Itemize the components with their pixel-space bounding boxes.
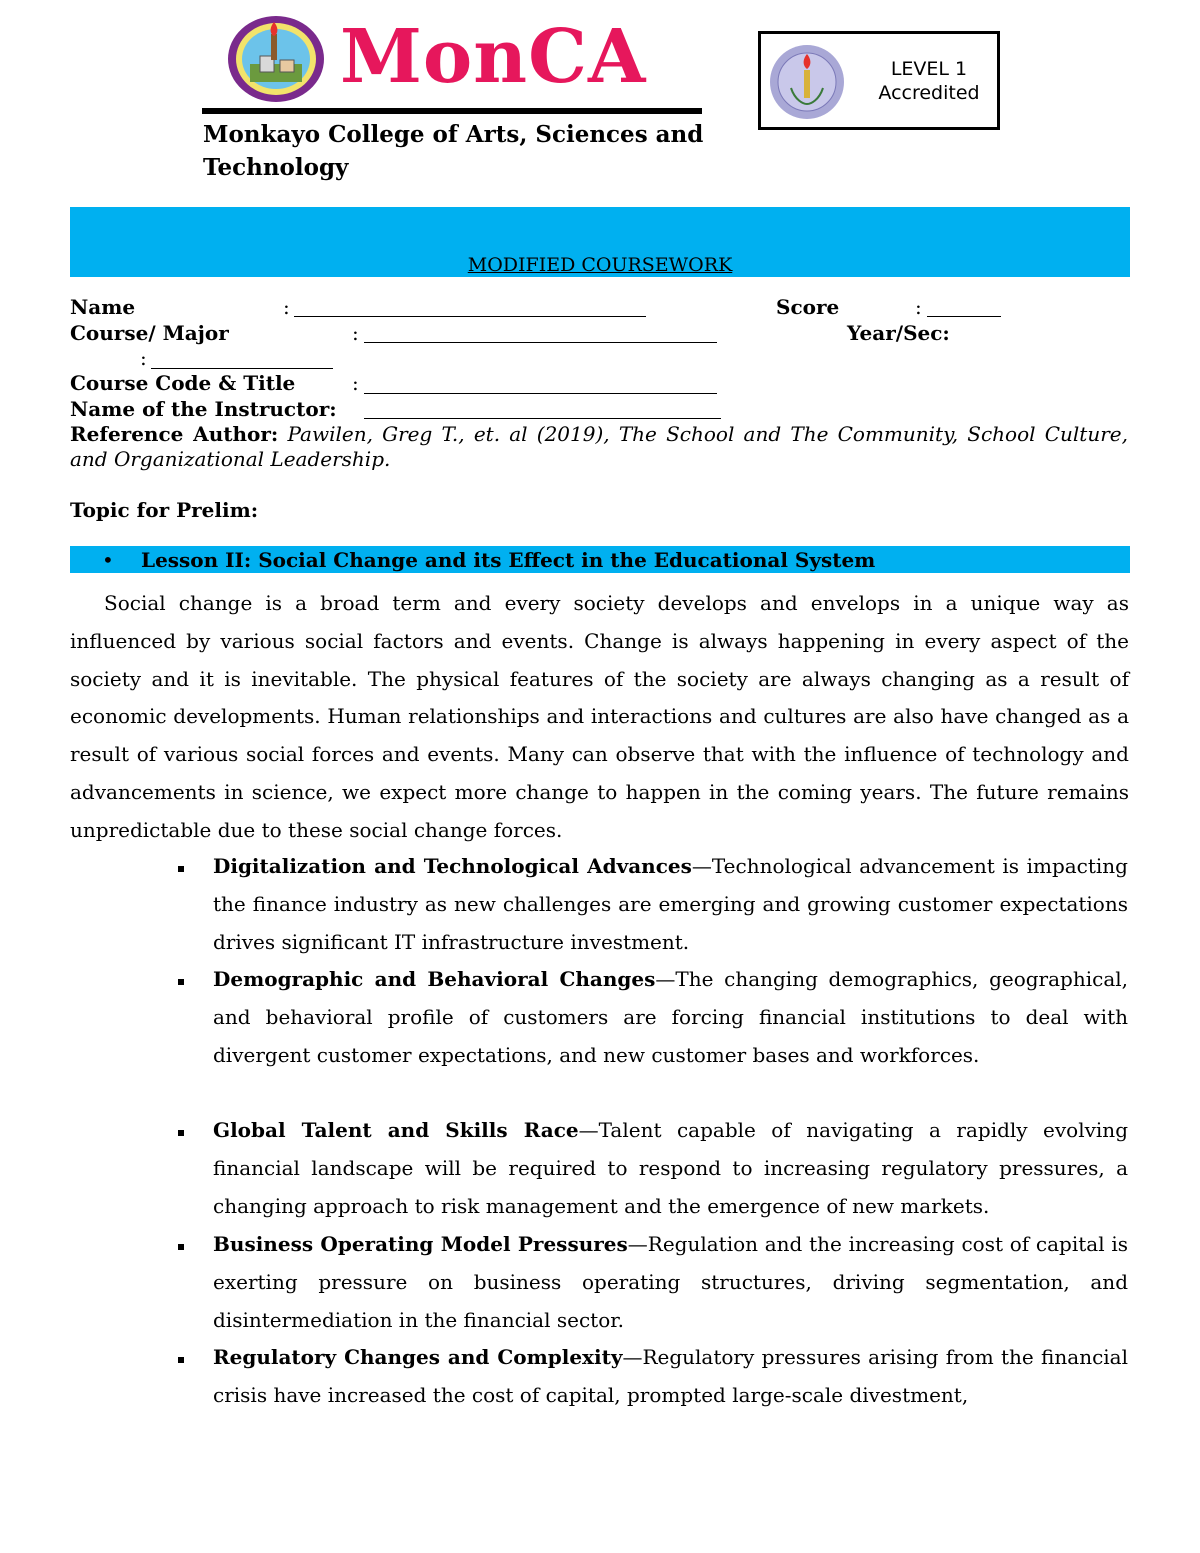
list-item	[213, 1226, 1128, 1339]
item-term: Digitalization and Technological Advances	[213, 854, 692, 878]
accreditation-box	[758, 31, 1000, 130]
year-sec-field[interactable]	[151, 350, 333, 369]
brand-wordmark: MonCA	[340, 14, 647, 100]
name-label: Name	[70, 295, 136, 319]
item-text: —Regulation and the increasing cost of capital is exerting pressure on business operating structures, driving segmentation, and disintermediation in the financial sector.	[213, 1232, 1128, 1332]
name-colon: :	[283, 295, 290, 319]
item-text: —The changing demographics, geographical, and behavioral profile of customers are forcing financial institutions to deal with divergent customer expectations, and new customer bases and workforces.	[213, 967, 1128, 1067]
score-colon: :	[915, 295, 922, 319]
instructor-field[interactable]	[364, 400, 721, 419]
course-code-field[interactable]	[364, 375, 717, 394]
college-seal-logo	[226, 14, 326, 104]
item-text: —Talent capable of navigating a rapidly evolving financial landscape will be required to respond to increasing regulatory pressures, a changing approach to risk management and the emergence of new markets.	[213, 1118, 1128, 1218]
score-label: Score	[776, 295, 840, 319]
square-bullet-icon	[178, 1357, 184, 1363]
list-item	[213, 848, 1128, 961]
lesson-title: Lesson II: Social Change and its Effect in the Educational System	[141, 548, 876, 572]
item-term: Business Operating Model Pressures	[213, 1232, 628, 1256]
name-field[interactable]	[294, 298, 646, 317]
topic-label: Topic for Prelim:	[70, 498, 259, 522]
item-term: Regulatory Changes and Complexity	[213, 1345, 623, 1369]
item-term: Global Talent and Skills Race	[213, 1118, 579, 1142]
square-bullet-icon	[178, 1244, 184, 1250]
year-sec-label: Year/Sec:	[847, 321, 950, 345]
header-rule	[202, 108, 702, 114]
course-major-label: Course/ Major	[70, 321, 229, 345]
course-major-field[interactable]	[364, 324, 717, 343]
item-term: Demographic and Behavioral Changes	[213, 967, 656, 991]
square-bullet-icon	[178, 1130, 184, 1136]
square-bullet-icon	[178, 979, 184, 985]
accreditation-level: LEVEL 1	[890, 58, 968, 80]
reference-author	[70, 422, 1128, 472]
page-title: MODIFIED COURSEWORK	[467, 254, 733, 276]
list-item	[213, 961, 1128, 1074]
course-major-colon: :	[352, 321, 359, 345]
accreditation-seal-icon	[769, 44, 845, 120]
score-field[interactable]	[927, 298, 1001, 317]
reference-value: Pawilen, Greg T., et. al (2019), The School and The Community, School Culture, and Organizational Leadership.	[70, 422, 1128, 471]
intro-paragraph: Social change is a broad term and every society develops and envelops in a unique way as influenced by various social factors and events. Change is always happening in every aspect of the society and it is inevitable. The physical features of the society are always changing as a result of economic developments. Human relationships and interactions and cultures are also have changed as a result of various social forces and events. Many can observe that with the influence of technology and advancements in science, we expect more change to happen in the coming years. The future remains unpredictable due to these social change forces.	[70, 591, 1129, 842]
college-name: Monkayo College of Arts, Sciences and Technology	[203, 121, 704, 181]
list-item	[213, 1112, 1128, 1225]
reference-label: Reference Author:	[70, 422, 279, 446]
year-sec-colon: :	[140, 346, 147, 370]
lesson-bullet-icon: •	[102, 548, 114, 572]
course-code-colon: :	[352, 371, 359, 395]
instructor-label: Name of the Instructor:	[70, 397, 337, 421]
item-text: —Regulatory pressures arising from the financial crisis have increased the cost of capital, prompted large-scale divestment,	[213, 1345, 1128, 1407]
item-text: —Technological advancement is impacting the finance industry as new challenges are emerging and growing customer expectations drives significant IT infrastructure investment.	[213, 854, 1128, 954]
list-item	[213, 1339, 1128, 1415]
accreditation-status: Accredited	[878, 82, 980, 104]
square-bullet-icon	[178, 866, 184, 872]
course-code-label: Course Code & Title	[70, 371, 296, 395]
